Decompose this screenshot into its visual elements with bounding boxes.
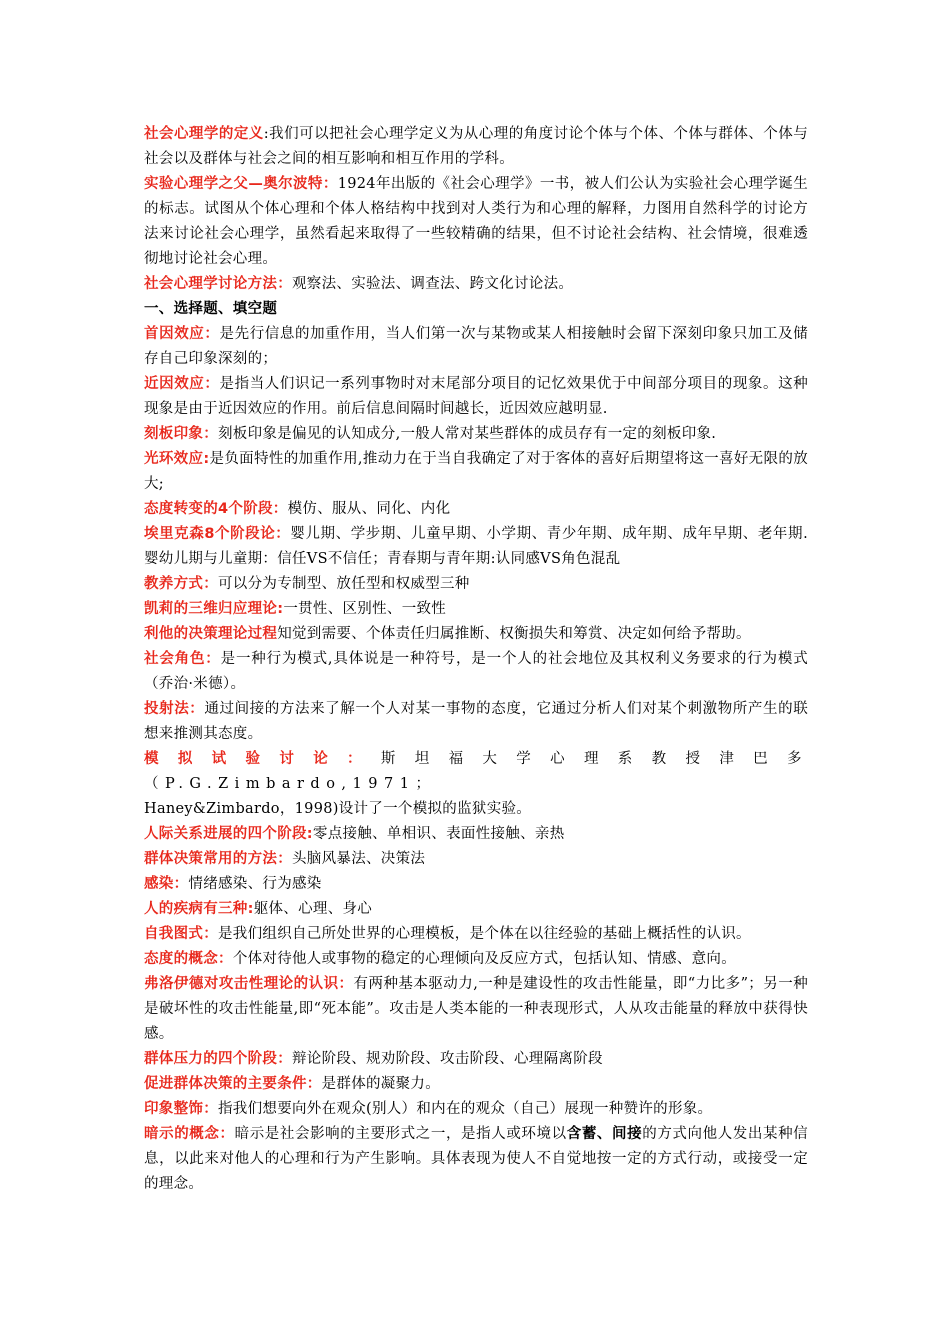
paragraph-text: 1924年出版的《社会心理学》一书，被人们公认为实验社会心理学诞生的标志。试图从个体心理和个体人格结构中找到对人类行为和心理的解释，力图用自然科学的讨论方法来讨论社会心理学，虽然看起来取得了一些较精确的结果，但不讨论社会结构、社会情境，很难透彻地讨论社会心理。 — [144, 176, 808, 267]
term-label: 利他的决策理论过程 — [144, 626, 278, 642]
term-label: 态度的概念： — [144, 951, 233, 967]
paragraph-group-decision-conditions — [144, 1072, 808, 1097]
paragraph-halo-effect — [144, 447, 808, 497]
paragraph-projective-method — [144, 697, 808, 747]
paragraph-text: 是一种行为模式,具体说是一种符号，是一个人的社会地位及其权利义务要求的行为模式（乔治·米德）。 — [144, 651, 808, 692]
paragraph-relationship-stages — [144, 822, 808, 847]
paragraph-kelley-attribution — [144, 597, 808, 622]
paragraph-text-wide: 斯坦福大学心理系教授津巴多（P.G.Zimbardo,1971； — [144, 751, 809, 792]
paragraph-social-role — [144, 647, 808, 697]
paragraph-disease-types — [144, 897, 808, 922]
term-label: 印象整饰： — [144, 1101, 218, 1117]
paragraph-recency-effect — [144, 372, 808, 422]
paragraph-text: 有两种基本驱动力,一种是建设性的攻击性能量，即“力比多”；另一种是破坏性的攻击性能量,即“死本能”。攻击是人类本能的一种表现形式，人从攻击能量的释放中获得快感。 — [144, 976, 808, 1042]
paragraph-text: 个体对待他人或事物的稳定的心理倾向及反应方式，包括认知、情感、意向。 — [232, 951, 737, 967]
paragraph-allport — [144, 172, 808, 272]
term-label: 自我图式： — [144, 926, 218, 942]
paragraph-text: Haney&Zimbardo，1998)设计了一个模拟的监狱实验。 — [144, 801, 532, 817]
term-label: 促进群体决策的主要条件： — [144, 1076, 322, 1092]
term-label: 感染： — [144, 876, 189, 892]
term-label: 刻板印象： — [144, 426, 218, 442]
term-label: 弗洛伊德对攻击性理论的认识： — [144, 976, 354, 992]
paragraph-erikson — [144, 522, 808, 572]
term-label: 社会心理学讨论方法： — [144, 276, 292, 292]
paragraph-stereotype — [144, 422, 808, 447]
term-label: 人际关系进展的四个阶段: — [144, 826, 313, 842]
paragraph-text: 躯体、心理、身心 — [253, 901, 373, 917]
paragraph-attitude-stages — [144, 497, 808, 522]
paragraph-impression-management — [144, 1097, 808, 1122]
paragraph-text: 通过间接的方法来了解一个人对某一事物的态度，它通过分析人们对某个刺激物所产生的联想来推测其态度。 — [144, 701, 808, 742]
paragraph-text: 辩论阶段、规劝阶段、攻击阶段、心理隔离阶段 — [292, 1051, 603, 1067]
paragraph-text-pre: 暗示是社会影响的主要形式之一，是指人或环境以 — [234, 1126, 567, 1142]
term-label: 教养方式： — [144, 576, 218, 592]
paragraph-text: 婴儿期、学步期、儿童早期、小学期、青少年期、成年期、成年早期、老年期.婴幼儿期与儿童期：信任VS不信任；青春期与青年期:认同感VS角色混乱 — [144, 526, 808, 567]
paragraph-freud-aggression — [144, 972, 808, 1047]
paragraph-text: 可以分为专制型、放任型和权威型三种 — [218, 576, 470, 592]
paragraph-text: 头脑风暴法、决策法 — [292, 851, 426, 867]
term-label: 态度转变的4个阶段： — [144, 501, 288, 517]
term-label: 模拟试验讨论： — [144, 751, 381, 767]
paragraph-text: 是群体的凝聚力。 — [321, 1076, 441, 1092]
paragraph-primacy-effect — [144, 322, 808, 372]
term-label: 社会心理学的定义 — [144, 126, 264, 142]
paragraph-text: 观察法、实验法、调查法、跨文化讨论法。 — [292, 276, 574, 292]
section-heading-text: 一、选择题、填空题 — [144, 301, 278, 317]
paragraph-group-decision-methods — [144, 847, 808, 872]
term-label: 社会角色： — [144, 651, 221, 667]
paragraph-research-methods — [144, 272, 808, 297]
term-label: 暗示的概念： — [144, 1126, 235, 1142]
term-label: 光环效应: — [144, 451, 210, 467]
paragraph-text: 知觉到需要、个体责任归属推断、权衡损失和筹赏、决定如何给予帮助。 — [277, 626, 751, 642]
term-label: 投射法： — [144, 701, 205, 717]
paragraph-self-schema — [144, 922, 808, 947]
paragraph-text: 一贯性、区别性、一致性 — [283, 601, 447, 617]
paragraph-text: 是先行信息的加重作用，当人们第一次与某物或某人相接触时会留下深刻印象只加工及储存自己印象深刻的； — [144, 326, 809, 367]
term-label: 近因效应： — [144, 376, 220, 392]
document-page — [144, 122, 808, 1197]
paragraph-parenting-styles — [144, 572, 808, 597]
paragraph-text: 零点接触、单相识、表面性接触、亲热 — [312, 826, 565, 842]
paragraph-text: 模仿、服从、同化、内化 — [287, 501, 451, 517]
paragraph-text: :我们可以把社会心理学定义为从心理的角度讨论个体与个体、个体与群体、个体与社会以及群体与社会之间的相互影响和相互作用的学科。 — [144, 126, 809, 167]
term-label: 群体压力的四个阶段： — [144, 1051, 292, 1067]
paragraph-social-psychology-definition — [144, 122, 808, 172]
paragraph-text: 是我们组织自己所处世界的心理模板，是个体在以往经验的基础上概括性的认识。 — [218, 926, 751, 942]
term-label: 凯莉的三维归应理论: — [144, 601, 284, 617]
paragraph-suggestion — [144, 1122, 808, 1197]
paragraph-text: 是指当人们识记一系列事物时对末尾部分项目的记忆效果优于中间部分项目的现象。这种现象是由于近因效应的作用。前后信息间隔时间越长，近因效应越明显. — [144, 376, 809, 417]
section-heading — [144, 297, 808, 322]
term-label: 首因效应： — [144, 326, 220, 342]
paragraph-text: 指我们想要向外在观众(别人）和内在的观众（自己）展现一种赞许的形象。 — [218, 1101, 713, 1117]
term-label: 群体决策常用的方法： — [144, 851, 292, 867]
paragraph-text: 是负面特性的加重作用,推动力在于当自我确定了对于客体的喜好后期望将这一喜好无限的放大; — [144, 451, 808, 492]
term-label: 埃里克森8个阶段论： — [144, 526, 291, 542]
paragraph-group-pressure — [144, 1047, 808, 1072]
emphasis-text: 含蓄、间接 — [566, 1126, 643, 1142]
paragraph-text: 的方式向他人发出某种信息，以此来对他人的心理和行为产生影响。具体表现为使人不自觉地按一定的方式行动，或接受一定的理念。 — [144, 1126, 808, 1192]
paragraph-attitude-concept — [144, 947, 808, 972]
paragraph-simulation-experiment — [144, 747, 808, 822]
term-label: 人的疾病有三种: — [144, 901, 254, 917]
paragraph-text: 情绪感染、行为感染 — [188, 876, 322, 892]
paragraph-text: 刻板印象是偏见的认知成分,一般人常对某些群体的成员存有一定的刻板印象. — [218, 426, 717, 442]
paragraph-contagion — [144, 872, 808, 897]
term-label: 实验心理学之父—奥尔波特： — [144, 176, 338, 192]
paragraph-altruism-decision — [144, 622, 808, 647]
